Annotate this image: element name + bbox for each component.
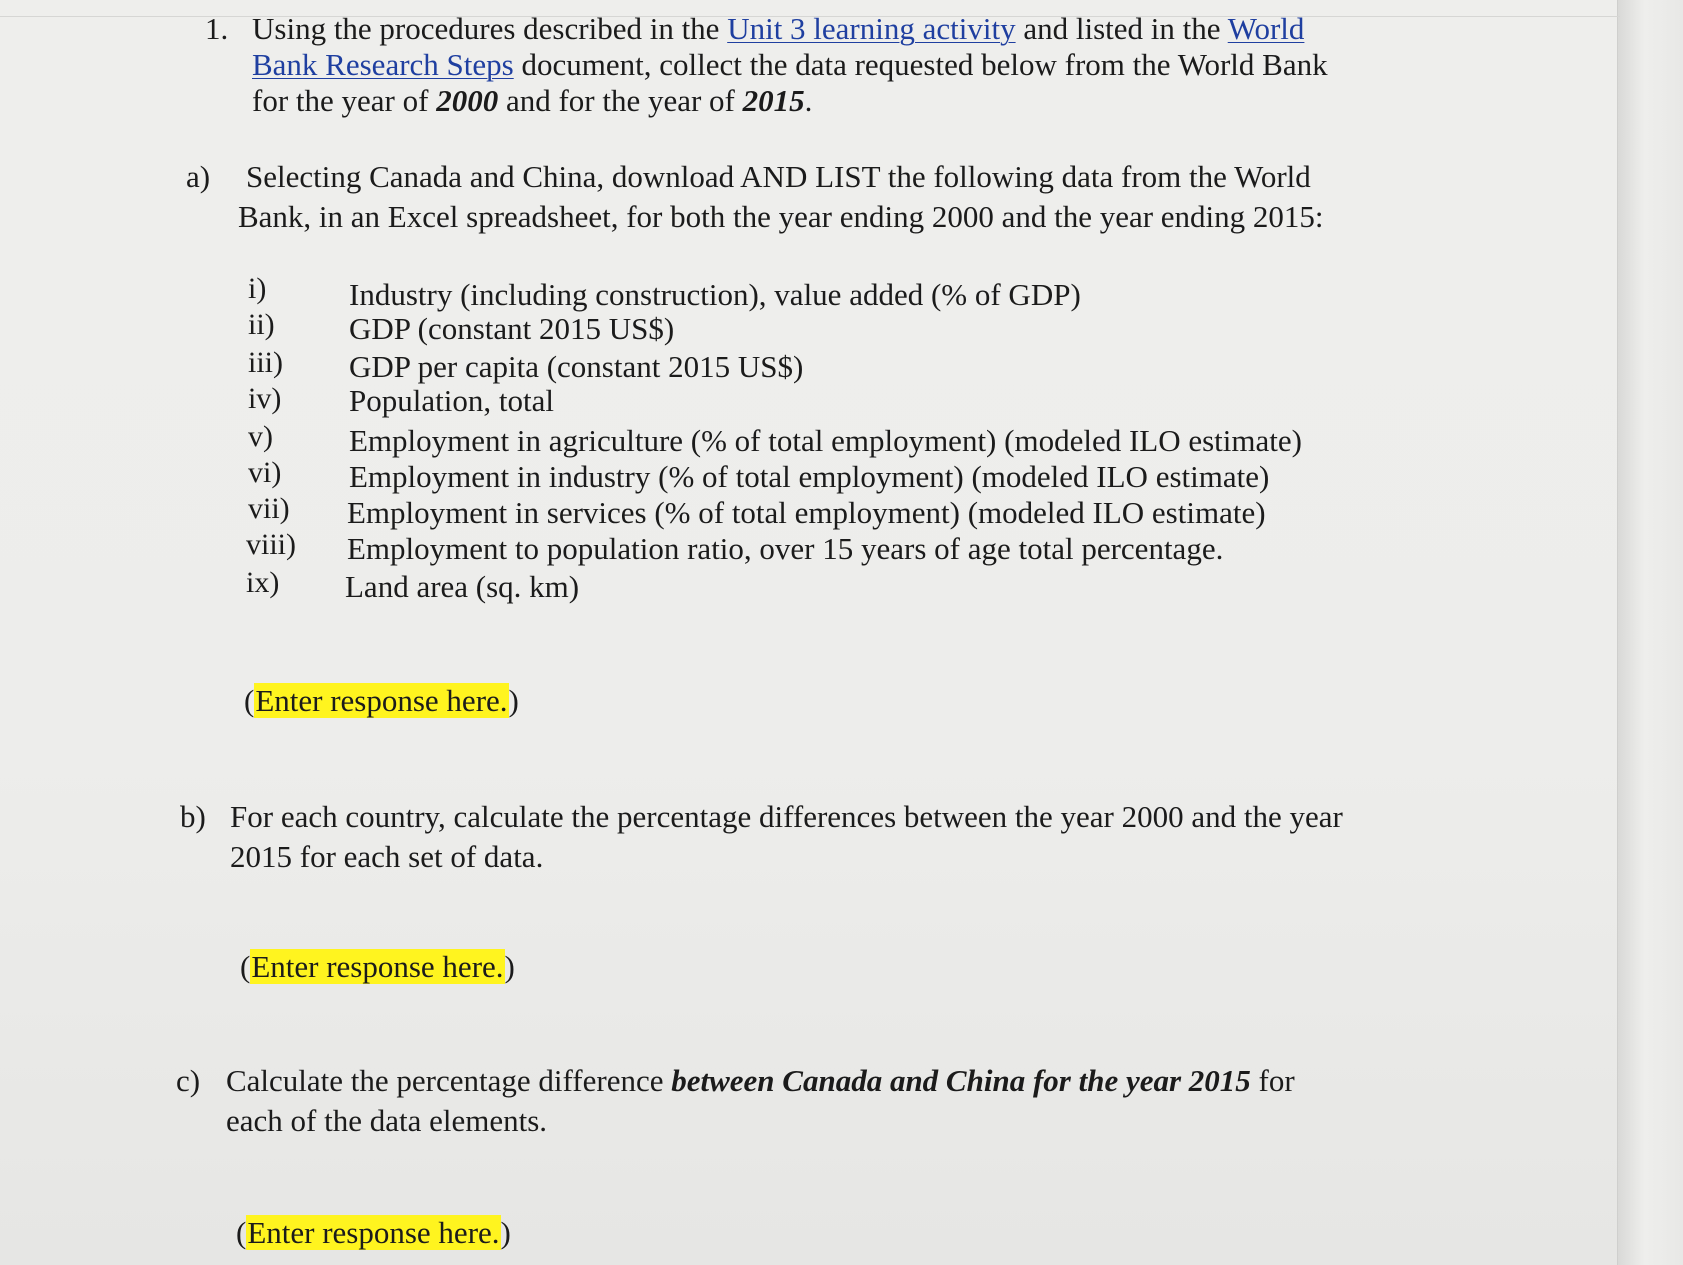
question-number: 1. — [205, 11, 229, 46]
list-item-number: vii) — [248, 492, 290, 525]
world-bank-research-link-part2[interactable]: Bank Research Steps — [252, 47, 514, 82]
list-item-number: viii) — [246, 528, 296, 561]
list-item-number: vi) — [248, 456, 282, 489]
question-line-2: Bank Research Steps document, collect the data requested below from the World Bank — [252, 47, 1328, 82]
question-line-3: for the year of 2000 and for the year of 2015. — [252, 83, 813, 118]
list-item: GDP per capita (constant 2015 US$) — [349, 349, 804, 384]
part-b-response[interactable]: (Enter response here.) — [240, 949, 515, 984]
list-item-number: ii) — [248, 308, 275, 341]
list-item: Land area (sq. km) — [345, 569, 580, 604]
list-item: GDP (constant 2015 US$) — [349, 311, 675, 346]
part-a-response[interactable]: (Enter response here.) — [244, 683, 519, 718]
part-c-label: c) — [176, 1063, 201, 1098]
list-item: Employment in industry (% of total employment) (modeled ILO estimate) — [349, 459, 1270, 494]
list-item: Industry (including construction), value added (% of GDP) — [349, 277, 1081, 312]
unit3-activity-link[interactable]: Unit 3 learning activity — [727, 11, 1016, 46]
question-line-1: Using the procedures described in the Unit 3 learning activity and listed in the World — [252, 11, 1305, 46]
part-b-line-1: For each country, calculate the percentage differences between the year 2000 and the year — [230, 799, 1343, 834]
part-b-label: b) — [180, 799, 206, 834]
part-c-line-1: Calculate the percentage difference between Canada and China for the year 2015 for — [226, 1063, 1295, 1098]
list-item: Employment in services (% of total employment) (modeled ILO estimate) — [347, 495, 1266, 530]
part-a-line-1: Selecting Canada and China, download AND LIST the following data from the World — [246, 159, 1311, 194]
list-item-number: v) — [248, 420, 273, 453]
list-item-number: i) — [248, 272, 267, 305]
list-item-number: iii) — [248, 346, 283, 379]
part-c-response[interactable]: (Enter response here.) — [236, 1215, 511, 1250]
list-item-number: ix) — [246, 566, 280, 599]
part-b-line-2: 2015 for each set of data. — [230, 839, 544, 874]
world-bank-research-link-part1[interactable]: World — [1227, 11, 1305, 46]
list-item-number: iv) — [248, 382, 282, 415]
page-edge — [1617, 0, 1683, 1265]
part-c-line-2: each of the data elements. — [226, 1103, 548, 1138]
part-a-line-2: Bank, in an Excel spreadsheet, for both the year ending 2000 and the year ending 2015: — [238, 199, 1324, 234]
list-item: Employment to population ratio, over 15 years of age total percentage. — [347, 531, 1224, 566]
list-item: Employment in agriculture (% of total employment) (modeled ILO estimate) — [349, 423, 1302, 458]
list-item: Population, total — [349, 383, 554, 418]
part-a-label: a) — [186, 159, 211, 194]
